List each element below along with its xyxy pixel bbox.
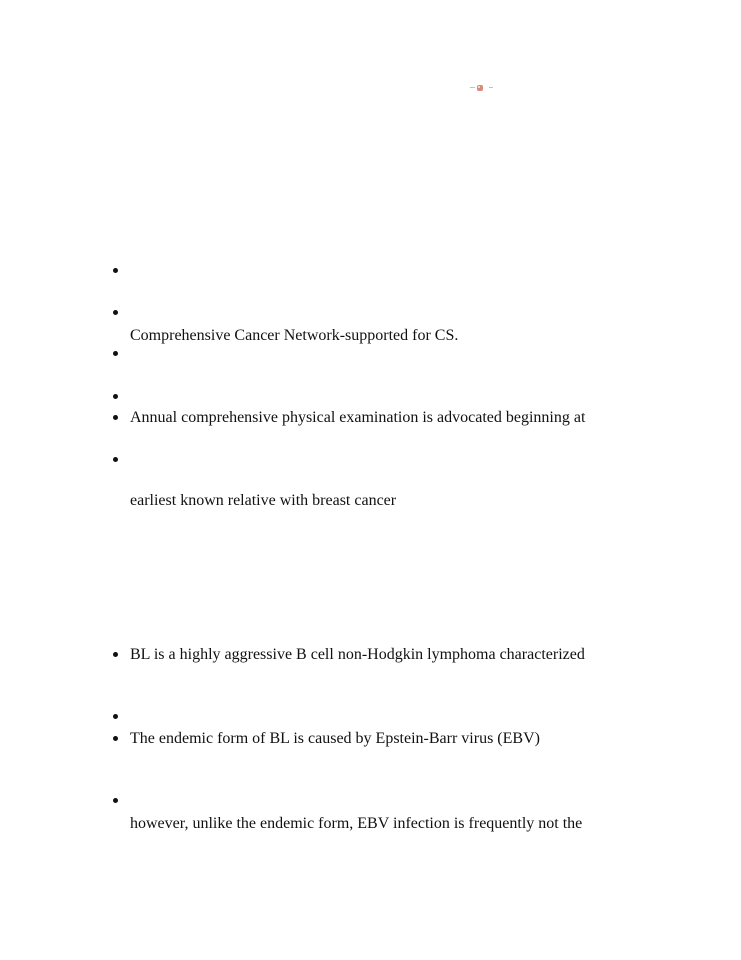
list-item-text: earliest known relative with breast cancer bbox=[130, 492, 397, 509]
list-bullet bbox=[113, 309, 121, 317]
logo-icon bbox=[470, 84, 496, 92]
list-item-text: Comprehensive Cancer Network-supported for CS. bbox=[130, 327, 459, 344]
list-item-text: The endemic form of BL is caused by Epstein-Barr virus (EBV) bbox=[130, 730, 540, 747]
list-bullet bbox=[113, 393, 121, 401]
list-bullet bbox=[113, 267, 121, 275]
list-item-text: BL is a highly aggressive B cell non-Hodgkin lymphoma characterized bbox=[130, 646, 585, 663]
list-bullet bbox=[113, 456, 121, 464]
list-bullet bbox=[113, 651, 121, 659]
list-bullet bbox=[113, 350, 121, 358]
list-bullet bbox=[113, 735, 121, 743]
list-item-text: Annual comprehensive physical examination is advocated beginning at bbox=[130, 409, 586, 426]
list-bullet bbox=[113, 414, 121, 422]
list-bullet bbox=[113, 713, 121, 721]
list-item-text: however, unlike the endemic form, EBV infection is frequently not the bbox=[130, 815, 583, 832]
list-bullet bbox=[113, 797, 121, 805]
